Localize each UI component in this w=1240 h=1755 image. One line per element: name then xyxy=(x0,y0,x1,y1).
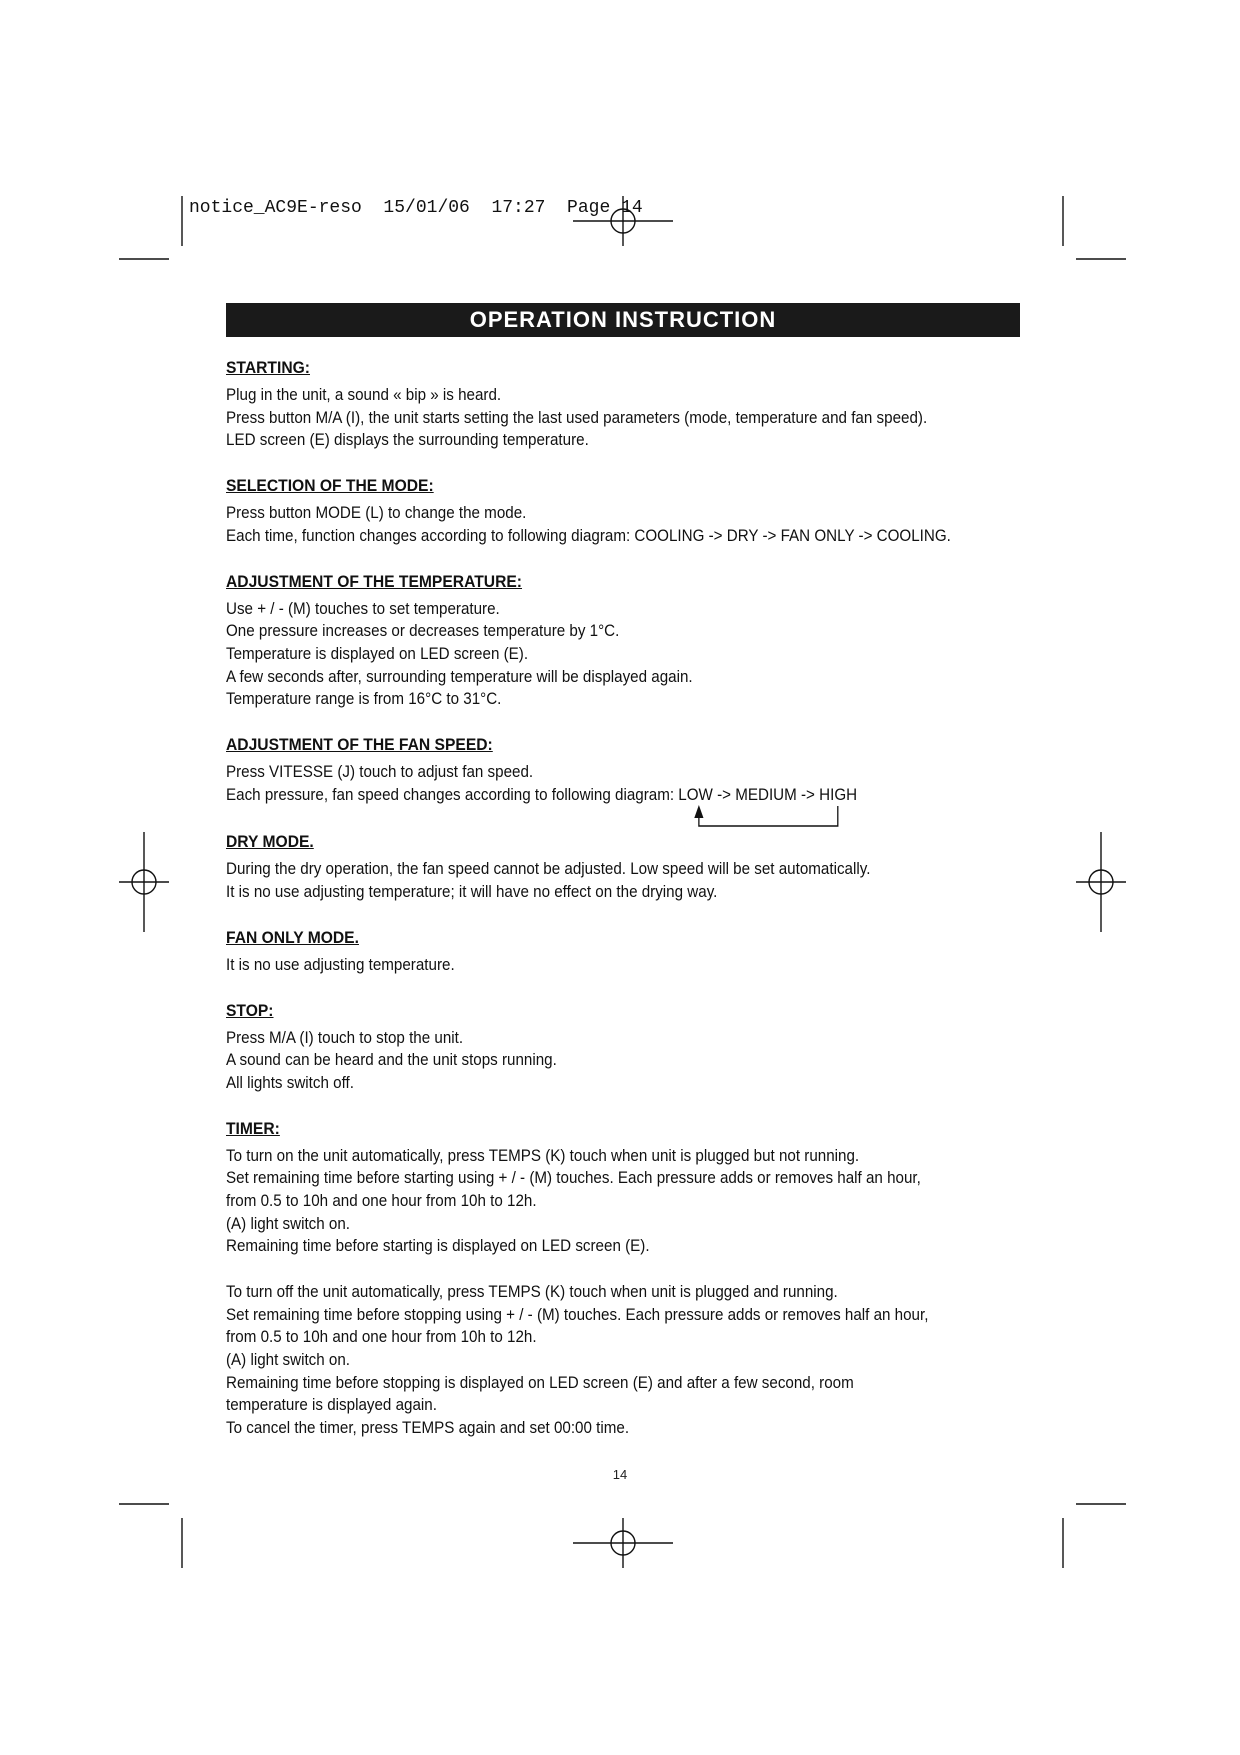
text-line: Press VITESSE (J) touch to adjust fan speed. xyxy=(226,763,534,782)
text-line: (A) light switch on. xyxy=(226,1350,351,1369)
text-line: During the dry operation, the fan speed cannot be adjusted. Low speed will be set automatically. xyxy=(226,860,871,879)
section-heading: ADJUSTMENT OF THE TEMPERATURE: xyxy=(226,571,523,591)
text-line: LED screen (E) displays the surrounding temperature. xyxy=(226,431,589,450)
text-line: It is no use adjusting temperature; it will have no effect on the drying way. xyxy=(226,883,718,902)
slug-line: notice_AC9E-reso 15/01/06 17:27 Page 14 xyxy=(189,198,643,218)
section-heading: FAN ONLY MODE. xyxy=(226,927,359,947)
section-heading: DRY MODE. xyxy=(226,832,314,852)
section-heading: STARTING: xyxy=(226,358,310,377)
text-line: Press button M/A (I), the unit starts setting the last used parameters (mode, temperature and fan speed). xyxy=(226,408,928,427)
registration-mark-left xyxy=(119,832,169,932)
section-heading: ADJUSTMENT OF THE FAN SPEED: xyxy=(226,735,493,755)
section-stop xyxy=(226,999,962,1095)
text-line: Use + / - (M) touches to set temperature. xyxy=(226,599,500,618)
text-line: One pressure increases or decreases temperature by 1°C. xyxy=(226,622,620,641)
text-line: (A) light switch on. xyxy=(226,1214,351,1233)
text-line: A few seconds after, surrounding temperature will be displayed again. xyxy=(226,667,693,686)
section-heading: SELECTION OF THE MODE: xyxy=(226,476,434,496)
text-line: Set remaining time before starting using + / - (M) touches. Each pressure adds or removes half an hour, xyxy=(226,1169,921,1188)
text-line: Temperature range is from 16°C to 31°C. xyxy=(226,690,502,709)
instructions-body xyxy=(226,356,962,1462)
section-mode xyxy=(226,474,962,547)
text-line: It is no use adjusting temperature. xyxy=(226,955,455,974)
text-line: To turn off the unit automatically, press TEMPS (K) touch when unit is plugged and running. xyxy=(226,1282,838,1301)
section-timer xyxy=(226,1117,962,1440)
text-line: Each time, function changes according to following diagram: COOLING -> DRY -> FAN ONLY -> COOLING. xyxy=(226,526,951,545)
registration-mark-right xyxy=(1076,832,1126,932)
text-line: Set remaining time before stopping using + / - (M) touches. Each pressure adds or removes half an hour, xyxy=(226,1305,929,1324)
section-starting xyxy=(226,356,962,452)
text-line: Press M/A (I) touch to stop the unit. xyxy=(226,1028,464,1047)
section-fan-speed xyxy=(226,733,962,830)
section-dry-mode xyxy=(226,830,962,903)
section-temperature xyxy=(226,570,962,712)
text-line: Press button MODE (L) to change the mode. xyxy=(226,504,527,523)
section-heading: STOP: xyxy=(226,1000,274,1020)
text-line: Remaining time before stopping is displayed on LED screen (E) and after a few second, room xyxy=(226,1373,854,1392)
text-line: from 0.5 to 10h and one hour from 10h to 12h. xyxy=(226,1328,537,1347)
fan-speed-loop-arrow xyxy=(226,804,962,830)
text-line: A sound can be heard and the unit stops running. xyxy=(226,1051,557,1070)
text-line: Remaining time before starting is displayed on LED screen (E). xyxy=(226,1237,650,1256)
text-line: To cancel the timer, press TEMPS again and set 00:00 time. xyxy=(226,1419,630,1438)
page-number: 14 xyxy=(612,1467,628,1482)
section-fan-only-mode xyxy=(226,926,962,977)
registration-mark-bottom xyxy=(573,1518,673,1568)
paragraph-gap xyxy=(226,1258,962,1281)
page-title: OPERATION INSTRUCTION xyxy=(226,303,1020,337)
text-line: Plug in the unit, a sound « bip » is heard. xyxy=(226,386,502,404)
text-line: from 0.5 to 10h and one hour from 10h to 12h. xyxy=(226,1192,537,1211)
text-line: Temperature is displayed on LED screen (E). xyxy=(226,644,529,663)
text-line: Each pressure, fan speed changes according to following diagram: LOW -> MEDIUM -> HIGH xyxy=(226,785,858,804)
text-line: To turn on the unit automatically, press TEMPS (K) touch when unit is plugged but not running. xyxy=(226,1146,860,1165)
text-line: All lights switch off. xyxy=(226,1073,354,1092)
text-line: temperature is displayed again. xyxy=(226,1396,437,1415)
section-heading: TIMER: xyxy=(226,1118,280,1138)
